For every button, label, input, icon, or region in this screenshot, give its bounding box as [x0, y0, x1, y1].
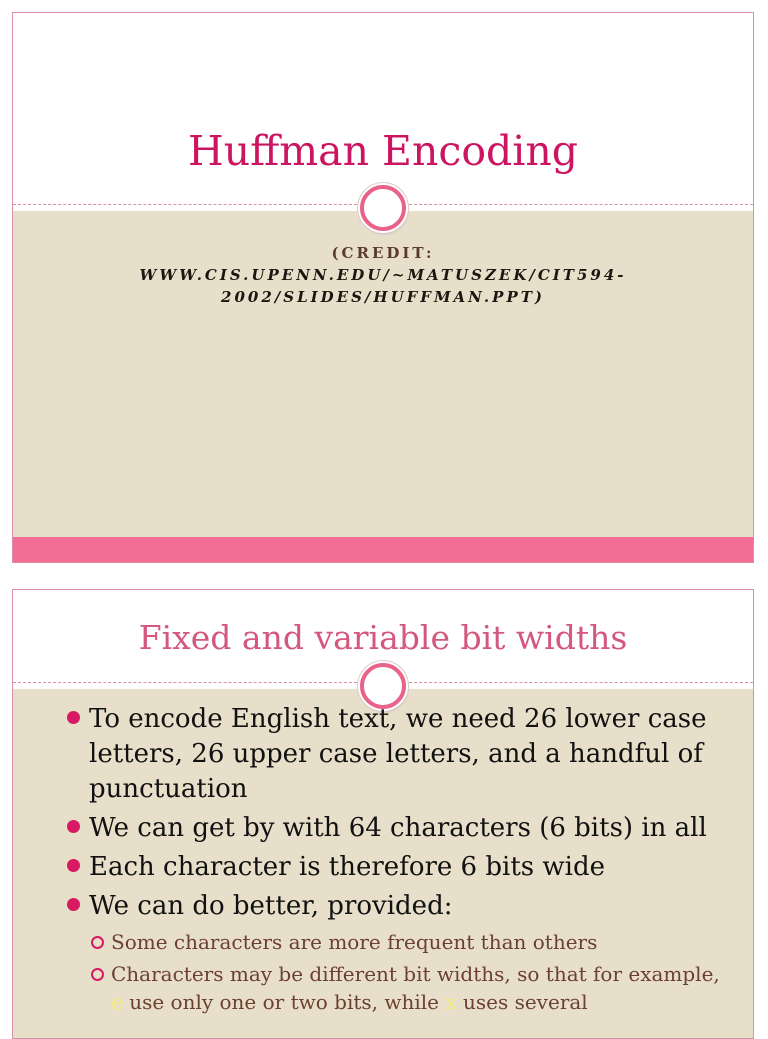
subtitle-line: (CREDIT: [331, 244, 435, 262]
bullet-text: Each character is therefore 6 bits wide [89, 852, 605, 882]
slide-subtitle [13, 242, 753, 308]
ring-bullet-icon [91, 968, 104, 981]
bullet-dot-icon [67, 859, 80, 872]
highlight-letter: e [111, 990, 123, 1014]
subtitle-line: 2002/SLIDES/HUFFMAN.PPT) [221, 288, 545, 306]
sub-bullet-item [111, 960, 723, 1016]
sub-bullet-text: use only one or two bits, while [122, 990, 446, 1014]
bullet-text: To encode English text, we need 26 lower case letters, 26 upper case letters, and a handful of punctuation [89, 704, 707, 804]
sub-bullet-text: Characters may be different bit widths, so that for example, [111, 962, 720, 986]
bullet-list [13, 702, 753, 1020]
bullet-item [89, 889, 733, 924]
slide-title: Fixed and variable bit widths [138, 618, 628, 657]
sub-bullet-item [111, 928, 723, 956]
footer-band [13, 537, 753, 563]
bullet-item [89, 702, 733, 807]
bullet-item [89, 850, 733, 885]
bullet-text: We can get by with 64 characters (6 bits) in all [89, 813, 707, 843]
bullet-text: We can do better, provided: [89, 891, 453, 921]
slide-title: Huffman Encoding [187, 127, 579, 175]
highlight-letter: x [445, 990, 457, 1014]
bullet-item [89, 811, 733, 846]
sub-bullet-text: uses several [456, 990, 588, 1014]
ring-bullet-icon [91, 936, 104, 949]
sub-bullet-text: Some characters are more frequent than others [111, 930, 598, 954]
slide-2 [12, 589, 754, 1039]
bullet-dot-icon [67, 820, 80, 833]
ring-ornament-icon [360, 185, 406, 231]
bullet-dot-icon [67, 711, 80, 724]
title-area [13, 13, 753, 206]
bullet-dot-icon [67, 898, 80, 911]
slide-1 [12, 12, 754, 563]
subtitle-line: WWW.CIS.UPENN.EDU/~MATUSZEK/CIT594- [139, 266, 627, 284]
